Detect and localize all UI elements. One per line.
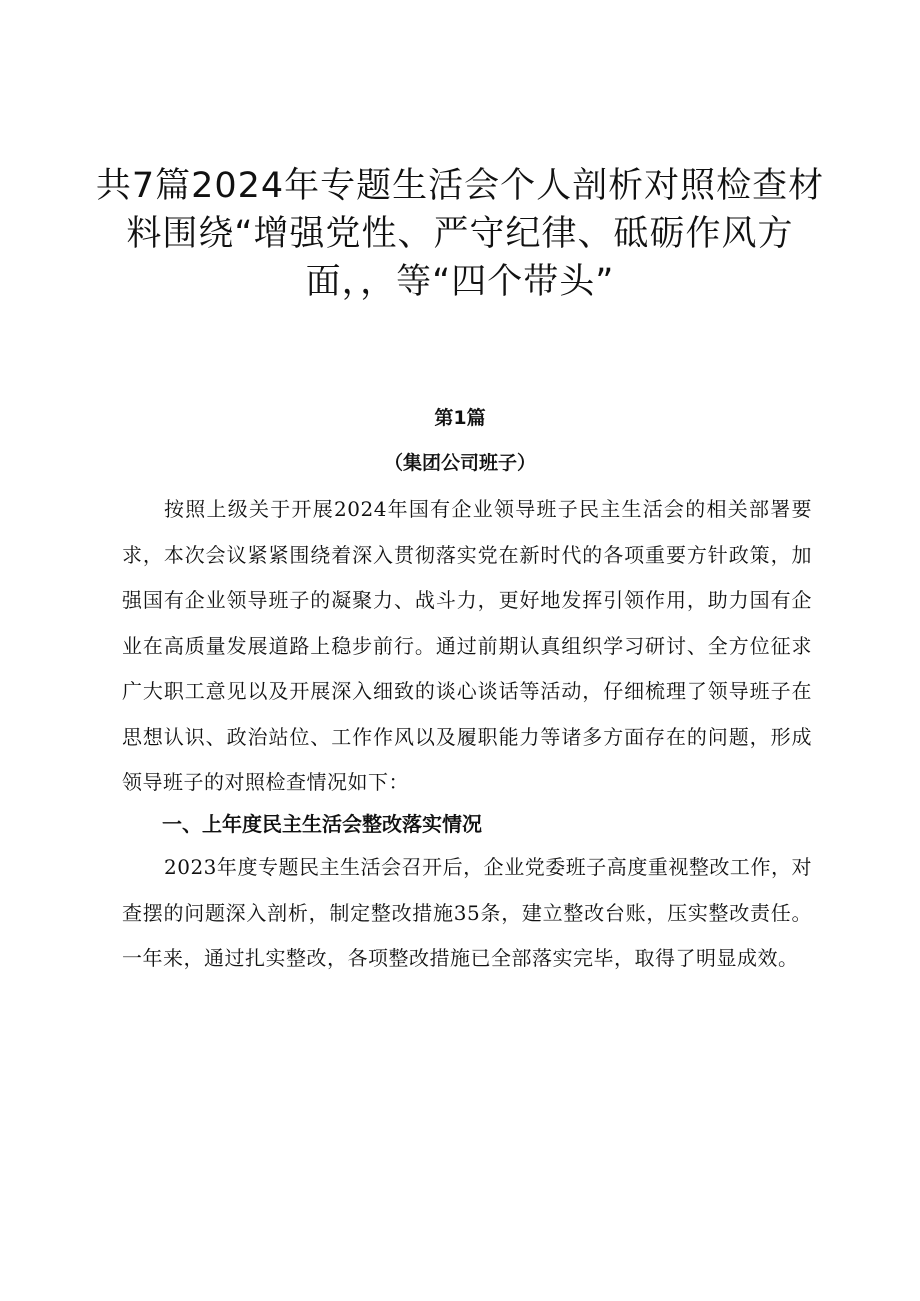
document-title: 共7篇2024年专题生活会个人剖析对照检查材料围绕“增强党性、严守纪律、砥砺作风方面，，等“四个带头” bbox=[95, 166, 825, 302]
rectification-paragraph: 2023年度专题民主生活会召开后，企业党委班子高度重视整改工作，对查摆的问题深入剖析，制定整改措施35条，建立整改台账，压实整改责任。一年来，通过扎实整改，各项整改措施已全部落实完毕，取得了明显成效。 bbox=[122, 855, 812, 970]
intro-paragraph: 按照上级关于开展2024年国有企业领导班子民主生活会的相关部署要求，本次会议紧紧围绕着深入贯彻落实党在新时代的各项重要方针政策，加强国有企业领导班子的凝聚力、战斗力，更好地发挥引领作用，助力国有企业在高质量发展道路上稳步前行。通过前期认真组织学习研讨、全方位征求广大职工意见以及开展深入细致的谈心谈话等活动，仔细梳理了领导班子在思想认识、政治站位、工作作风以及履职能力等诸多方面存在的问题，形成领导班子的对照检查情况如下： bbox=[122, 497, 812, 794]
part-subtitle: （集团公司班子） bbox=[383, 452, 536, 474]
part-title: 第1篇 bbox=[434, 407, 486, 429]
section-heading-rectification: 一、上年度民主生活会整改落实情况 bbox=[162, 812, 482, 836]
